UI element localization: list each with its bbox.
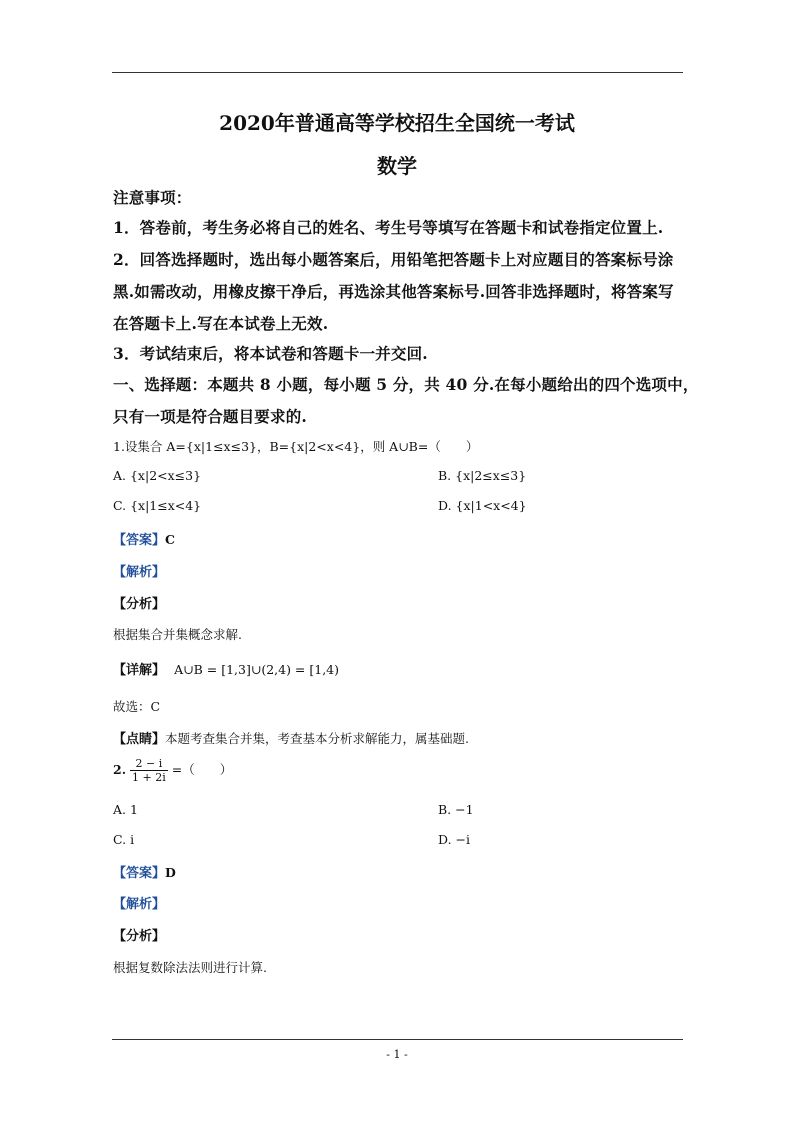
q2-fenxi-text: 根据复数除法法则进行计算. xyxy=(113,960,267,975)
q2-answer-row xyxy=(113,862,176,881)
q2-option-b: B. −1 xyxy=(438,802,474,817)
q2-numerator: 2 − i xyxy=(130,757,168,771)
q1-analysis-tag: 【解析】 xyxy=(113,565,166,580)
q1-fenxi-tag: 【分析】 xyxy=(113,597,166,612)
q1-comment-row xyxy=(113,728,469,747)
q1-detail-tag: 【详解】 xyxy=(113,663,166,678)
q2-fenxi-tag: 【分析】 xyxy=(113,929,166,944)
q1-answer-row xyxy=(113,529,175,548)
q2-answer-tag: 【答案】 xyxy=(113,866,166,881)
q2-analysis-tag: 【解析】 xyxy=(113,897,166,912)
footer-rule xyxy=(112,1039,683,1040)
notice-item-2-line-2: 黑.如需改动，用橡皮擦干净后，再选涂其他答案标号.回答非选择题时，将答案写 xyxy=(113,282,674,301)
q1-detail-row xyxy=(113,659,339,678)
q2-fraction xyxy=(130,757,168,784)
q1-stem: 1.设集合 A={x|1≤x≤3}，B={x|2<x<4}，则 A∪B=（ ） xyxy=(113,439,479,454)
q2-answer-value: D xyxy=(165,865,176,880)
notice-heading: 注意事项： xyxy=(113,188,192,207)
page-number: - 1 - xyxy=(386,1048,408,1061)
q1-answer-tag: 【答案】 xyxy=(113,533,166,548)
q2-tail: =（ ） xyxy=(171,762,233,777)
notice-item-1: 1．答卷前，考生务必将自己的姓名、考生号等填写在答题卡和试卷指定位置上. xyxy=(113,218,664,237)
q2-option-a: A. 1 xyxy=(113,802,138,817)
section-heading-line-2: 只有一项是符合题目要求的. xyxy=(113,407,307,426)
q1-choice: 故选：C xyxy=(113,699,161,714)
subject-title: 数学 xyxy=(377,154,417,178)
q1-detail-formula: A∪B = [1,3]∪(2,4) = [1,4) xyxy=(174,662,340,677)
notice-item-2-line-3: 在答题卡上.写在本试卷上无效. xyxy=(113,314,329,333)
exam-title: 2020年普通高等学校招生全国统一考试 xyxy=(219,111,575,135)
q1-option-a: A. {x|2<x≤3} xyxy=(113,468,202,483)
q1-answer-value: C xyxy=(165,532,175,547)
q1-comment-text: 本题考查集合并集，考查基本分析求解能力，属基础题. xyxy=(165,731,469,746)
q1-comment-tag: 【点睛】 xyxy=(113,732,166,747)
q1-option-d: D. {x|1<x<4} xyxy=(438,498,527,513)
header-rule xyxy=(112,72,683,73)
q2-number: 2. xyxy=(113,762,127,777)
notice-item-3: 3．考试结束后，将本试卷和答题卡一并交回. xyxy=(113,344,428,363)
q1-fenxi-text: 根据集合并集概念求解. xyxy=(113,627,242,642)
q2-stem xyxy=(113,757,232,784)
notice-item-2-line-1: 2．回答选择题时，选出每小题答案后，用铅笔把答题卡上对应题目的答案标号涂 xyxy=(113,250,674,269)
q2-denominator: 1 + 2i xyxy=(132,771,166,784)
q1-option-c: C. {x|1≤x<4} xyxy=(113,498,202,513)
q1-option-b: B. {x|2≤x≤3} xyxy=(438,468,527,483)
section-heading-line-1: 一、选择题：本题共 8 小题，每小题 5 分，共 40 分.在每小题给出的四个选项中， xyxy=(113,375,699,394)
q2-option-d: D. −i xyxy=(438,832,470,847)
q2-option-c: C. i xyxy=(113,832,135,847)
